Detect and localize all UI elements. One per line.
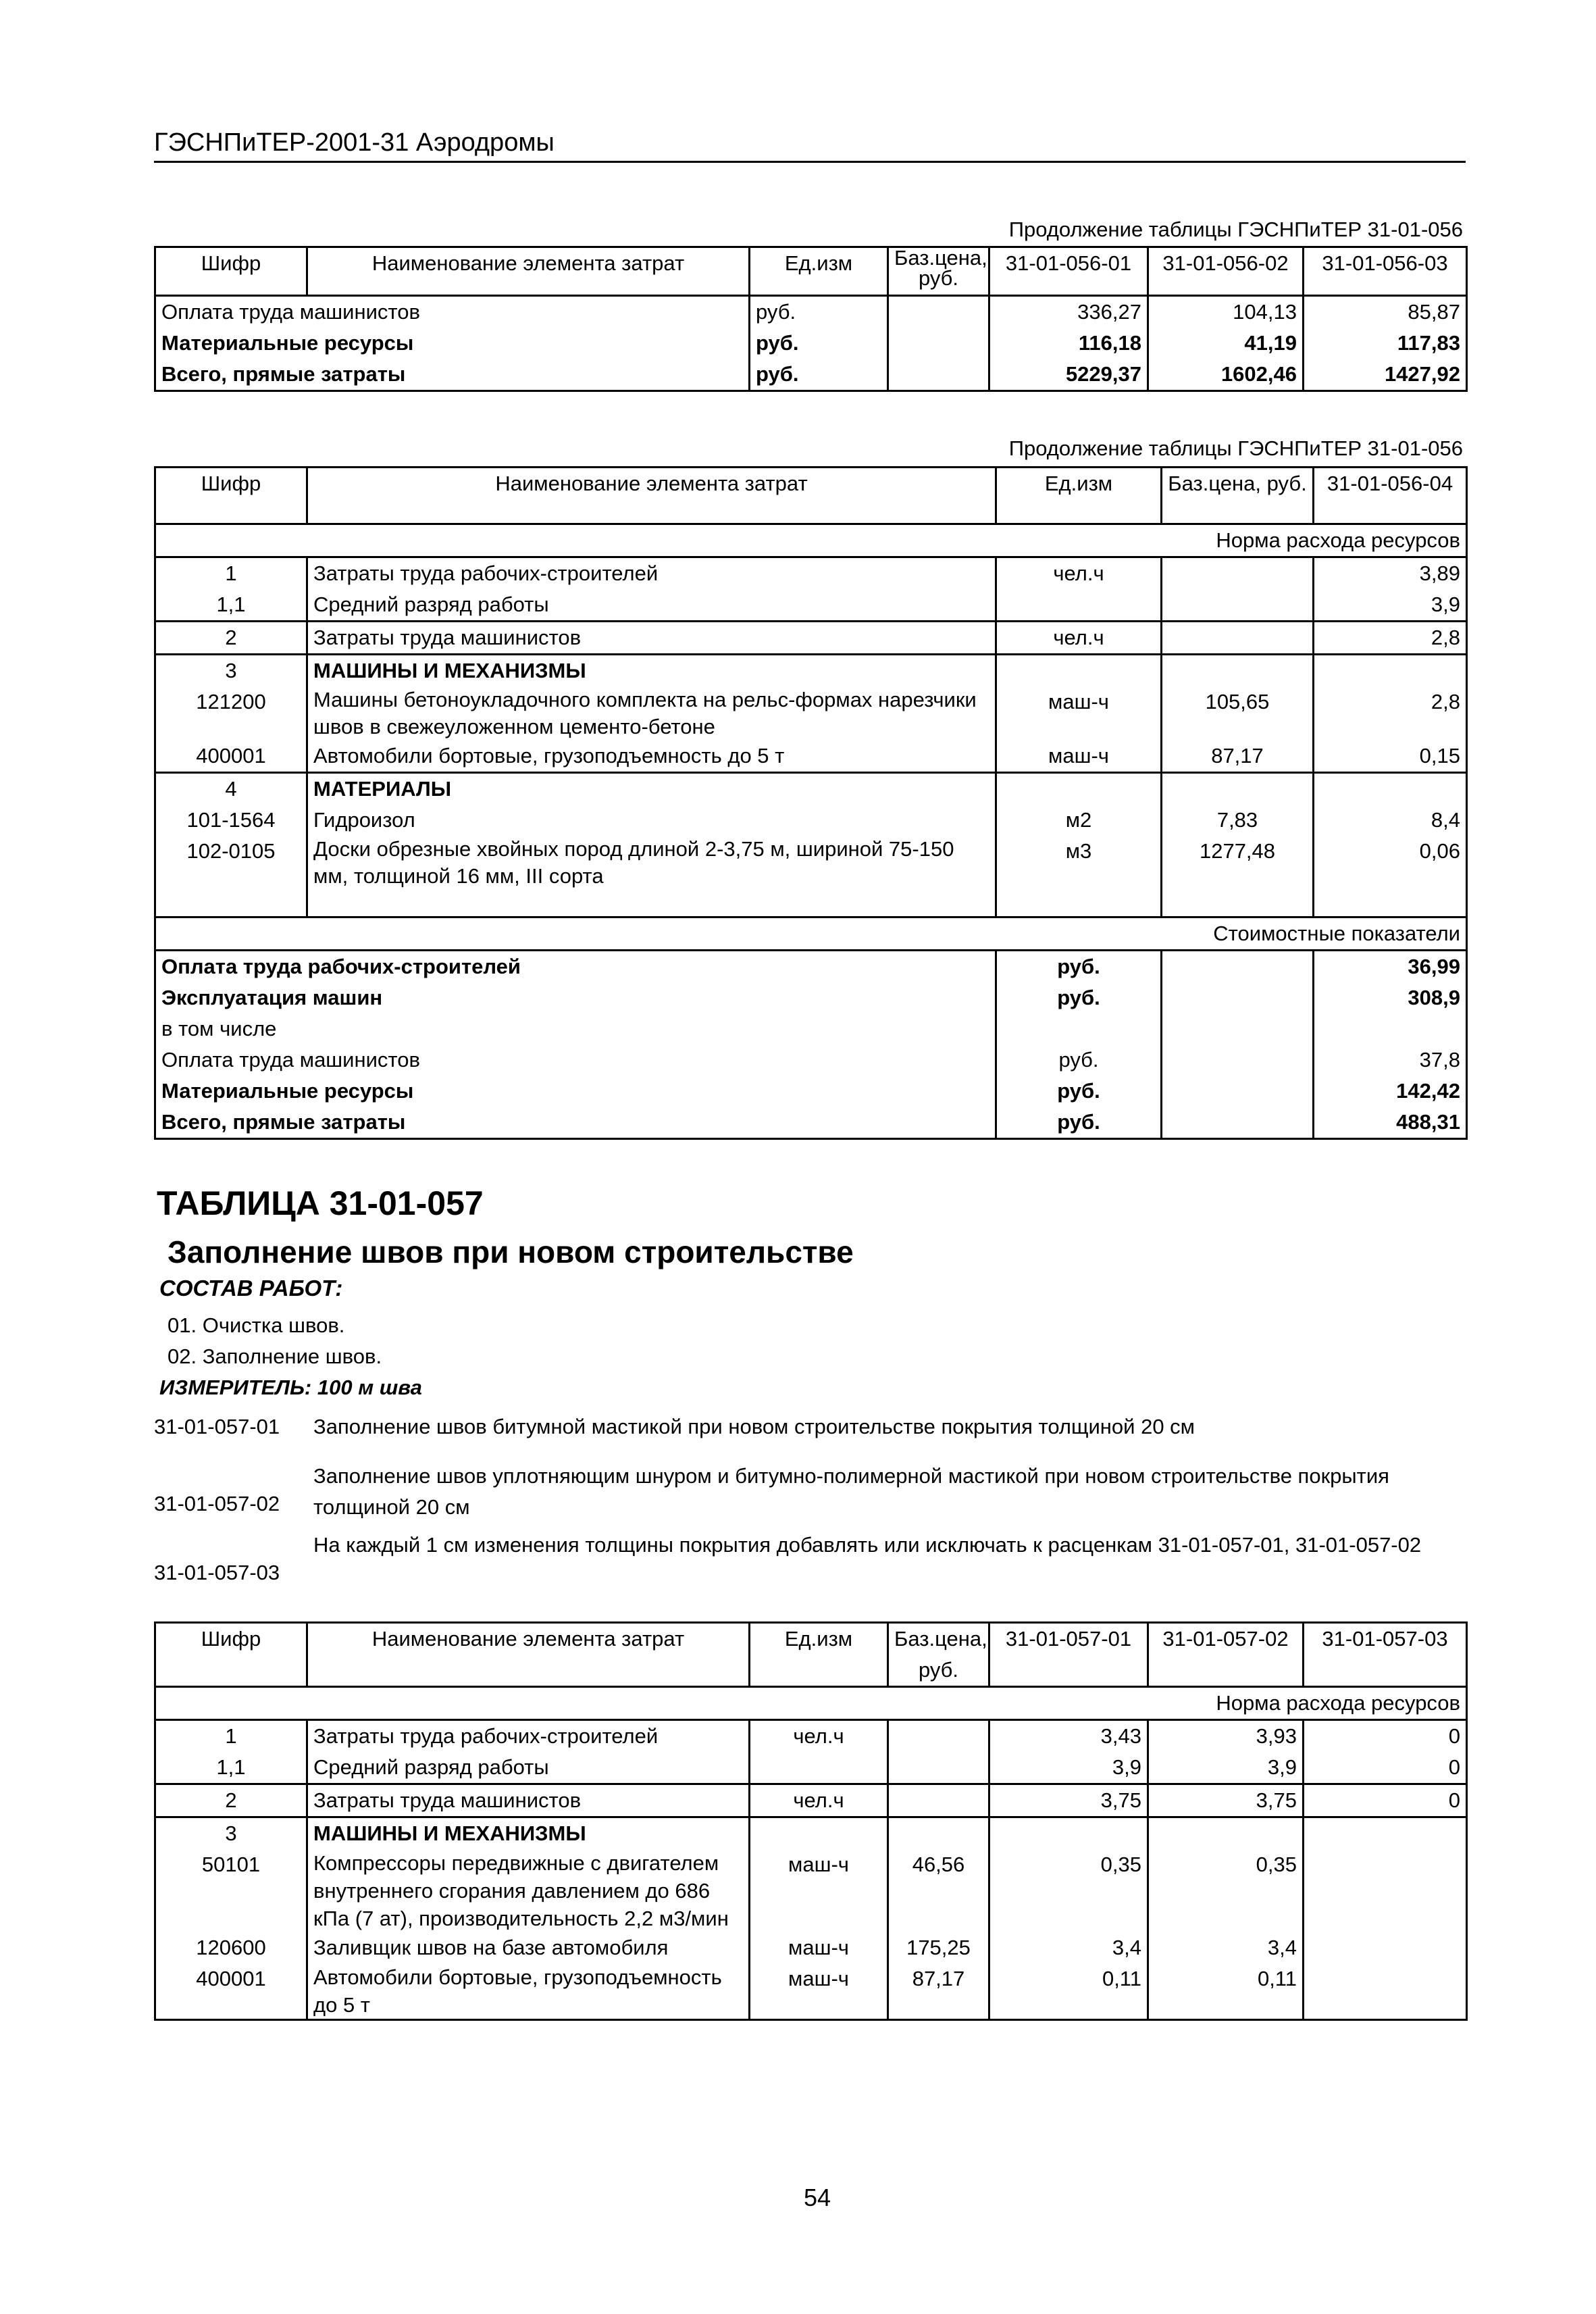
table-cell — [1148, 1817, 1304, 1850]
table-cell — [888, 1784, 989, 1817]
table-cell — [1162, 773, 1314, 805]
table-cell: руб. — [996, 1045, 1162, 1076]
table-row — [155, 773, 1467, 805]
table-row — [155, 1784, 1467, 1817]
table-cell: 2,8 — [1314, 686, 1467, 740]
col-header: Шифр — [155, 247, 307, 296]
table-row — [155, 1720, 1467, 1753]
table-cell: 336,27 — [989, 296, 1148, 328]
table1-continuation: Продолжение таблицы ГЭСНПиТЕР 31-01-056 — [1008, 218, 1463, 241]
table-cell: Материальные ресурсы — [155, 1076, 996, 1107]
table-cell: МАТЕРИАЛЫ — [307, 773, 996, 805]
col-header: 31-01-056-01 — [989, 247, 1148, 296]
table-cell: 308,9 — [1314, 982, 1467, 1013]
table-cell: 87,17 — [1162, 740, 1314, 773]
table-row — [155, 468, 1467, 524]
table-cell: Всего, прямые затраты — [155, 359, 750, 391]
col-header: Ед.изм — [750, 1623, 888, 1687]
table-row — [155, 1932, 1467, 1963]
col-header: Наименование элемента затрат — [307, 247, 750, 296]
table-cell: м3 — [996, 836, 1162, 890]
table-cell: 0 — [1304, 1752, 1467, 1784]
table-cell — [1314, 890, 1467, 917]
table-row — [155, 686, 1467, 740]
table-cell: 400001 — [155, 1963, 307, 2020]
table-cell: Заливщик швов на базе автомобиля — [307, 1932, 750, 1963]
cost-row — [155, 982, 1467, 1013]
table-cell: маш-ч — [996, 686, 1162, 740]
table-cell: 120600 — [155, 1932, 307, 1963]
table-cell — [996, 890, 1162, 917]
table-cell: маш-ч — [996, 740, 1162, 773]
table-cell: Эксплуатация машин — [155, 982, 996, 1013]
table-cell: Затраты труда машинистов — [307, 1784, 750, 1817]
table-cell: 3,9 — [1314, 589, 1467, 622]
col-header: 31-01-057-03 — [1304, 1623, 1467, 1687]
col-header: Шифр — [155, 1623, 307, 1687]
table-cell — [1304, 1963, 1467, 2020]
cost-row — [155, 1013, 1467, 1045]
table-cell: 3,9 — [989, 1752, 1148, 1784]
table-cell: 4 — [155, 773, 307, 805]
table-cell: 3,4 — [1148, 1932, 1304, 1963]
cost-row — [155, 1076, 1467, 1107]
table-cell: м2 — [996, 805, 1162, 836]
table-cell: 41,19 — [1148, 328, 1304, 359]
table-cell: 36,99 — [1314, 950, 1467, 982]
table-cell — [1314, 655, 1467, 687]
table-cell: Гидроизол — [307, 805, 996, 836]
table-cell: 116,18 — [989, 328, 1148, 359]
table-cell: Автомобили бортовые, грузоподъемность до 5 т — [307, 740, 996, 773]
item-text: Заполнение швов уплотняющим шнуром и битумно-полимерной мастикой при новом строительстве покрытия толщиной 20 см — [313, 1464, 1389, 1519]
table-cell: Компрессоры передвижные с двигателем внутреннего сгорания давлением до 686 кПа (7 ат), производительность 2,2 м3/мин — [307, 1849, 750, 1932]
table-cell: 101-1564 — [155, 805, 307, 836]
table-cell: руб. — [750, 296, 888, 328]
table-cell: Оплата труда машинистов — [155, 296, 750, 328]
table-cell: 104,13 — [1148, 296, 1304, 328]
table-cell: Средний разряд работы — [307, 589, 996, 622]
table-cell: маш-ч — [750, 1849, 888, 1932]
table-cell: 117,83 — [1304, 328, 1467, 359]
table-cell: МАШИНЫ И МЕХАНИЗМЫ — [307, 1817, 750, 1850]
table-cell: 0,35 — [1148, 1849, 1304, 1932]
table-cell — [1162, 1076, 1314, 1107]
cost-row — [155, 1045, 1467, 1076]
col-header: Баз.цена, руб. — [888, 1623, 989, 1687]
table-cell — [888, 1720, 989, 1753]
table-cell: 0,15 — [1314, 740, 1467, 773]
table-cell — [996, 589, 1162, 622]
work-item: 01. Очистка швов. — [168, 1313, 345, 1337]
col-header: 31-01-056-04 — [1314, 468, 1467, 524]
table-row — [155, 524, 1467, 557]
header-rule — [154, 161, 1466, 163]
table-cell: 105,65 — [1162, 686, 1314, 740]
table-cell: 50101 — [155, 1849, 307, 1932]
col-header: Наименование элемента затрат — [307, 468, 996, 524]
table1 — [154, 246, 1468, 392]
table2 — [154, 466, 1468, 1140]
table-cell — [888, 359, 989, 391]
table-cell: Доски обрезные хвойных пород длиной 2-3,75 м, шириной 75-150 мм, толщиной 16 мм, III сорта — [307, 836, 996, 890]
table-cell: 488,31 — [1314, 1107, 1467, 1139]
table-cell — [1162, 1045, 1314, 1076]
table-cell: 46,56 — [888, 1849, 989, 1932]
table-cell — [996, 655, 1162, 687]
table-row — [155, 740, 1467, 773]
table-cell: 3,9 — [1148, 1752, 1304, 1784]
table-row — [155, 1817, 1467, 1850]
table-cell — [1162, 1013, 1314, 1045]
table-cell: Оплата труда рабочих-строителей — [155, 950, 996, 982]
table-cell — [996, 773, 1162, 805]
norm-label: Норма расхода ресурсов — [155, 1687, 1467, 1720]
table-cell: чел.ч — [996, 622, 1162, 655]
table-row — [155, 655, 1467, 687]
table-cell: Материальные ресурсы — [155, 328, 750, 359]
table-cell: Средний разряд работы — [307, 1752, 750, 1784]
table-cell: 0,11 — [1148, 1963, 1304, 2020]
table-cell: 2 — [155, 622, 307, 655]
item-code: 31-01-057-03 — [154, 1561, 280, 1584]
table-cell: 175,25 — [888, 1932, 989, 1963]
table-cell: 1,1 — [155, 589, 307, 622]
table-cell — [989, 1817, 1148, 1850]
table-cell: чел.ч — [750, 1784, 888, 1817]
table3 — [154, 1621, 1468, 2021]
table-cell: 0,06 — [1314, 836, 1467, 890]
table-row — [155, 359, 1467, 391]
table-heading: ТАБЛИЦА 31-01-057 — [157, 1184, 484, 1222]
table-cell: чел.ч — [750, 1720, 888, 1753]
table-row — [155, 1752, 1467, 1784]
table-cell: 3 — [155, 655, 307, 687]
table-cell — [1162, 622, 1314, 655]
work-composition-label: СОСТАВ РАБОТ: — [159, 1276, 343, 1301]
table-cell — [1162, 1107, 1314, 1139]
table-cell: руб. — [996, 950, 1162, 982]
table-row — [155, 296, 1467, 328]
table-row — [155, 1623, 1467, 1687]
table-cell: Всего, прямые затраты — [155, 1107, 996, 1139]
table-cell: 0,35 — [989, 1849, 1148, 1932]
table-cell: маш-ч — [750, 1963, 888, 2020]
table-row — [155, 890, 1467, 917]
cost-label: Стоимостные показатели — [155, 917, 1467, 950]
table-cell: 37,8 — [1314, 1045, 1467, 1076]
table-cell: 0,11 — [989, 1963, 1148, 2020]
table-cell: руб. — [750, 328, 888, 359]
item-text: Заполнение швов битумной мастикой при новом строительстве покрытия толщиной 20 см — [313, 1415, 1195, 1438]
table-cell: 3,93 — [1148, 1720, 1304, 1753]
table-cell — [888, 296, 989, 328]
table-cell: 2 — [155, 1784, 307, 1817]
table-cell: Затраты труда рабочих-строителей — [307, 557, 996, 590]
table-cell: чел.ч — [996, 557, 1162, 590]
table-cell: маш-ч — [750, 1932, 888, 1963]
table-cell: 102-0105 — [155, 836, 307, 890]
table-row — [155, 328, 1467, 359]
table-cell: 1277,48 — [1162, 836, 1314, 890]
table-cell: Оплата труда машинистов — [155, 1045, 996, 1076]
table-cell: 0 — [1304, 1720, 1467, 1753]
table-cell — [1162, 950, 1314, 982]
table-cell: руб. — [996, 1107, 1162, 1139]
item-code: 31-01-057-02 — [154, 1492, 280, 1515]
col-header: 31-01-056-02 — [1148, 247, 1304, 296]
table-cell: 2,8 — [1314, 622, 1467, 655]
table-cell: 3 — [155, 1817, 307, 1850]
col-header: Ед.изм — [996, 468, 1162, 524]
table-cell: в том числе — [155, 1013, 996, 1045]
table-cell — [1162, 655, 1314, 687]
table-cell: 87,17 — [888, 1963, 989, 2020]
table-cell — [1162, 982, 1314, 1013]
item-text: На каждый 1 см изменения толщины покрытия добавлять или исключать к расценкам 31-01-057-01, 31-01-057-02 — [313, 1533, 1422, 1557]
cost-row — [155, 1107, 1467, 1139]
table-row — [155, 1963, 1467, 2020]
table-cell — [1314, 1013, 1467, 1045]
table-cell — [1304, 1817, 1467, 1850]
work-item: 02. Заполнение швов. — [168, 1344, 382, 1368]
table-cell: Автомобили бортовые, грузоподъемность до 5 т — [307, 1963, 750, 2020]
col-header: 31-01-056-03 — [1304, 247, 1467, 296]
running-header: ГЭСНПиТЕР-2001-31 Аэродромы — [154, 128, 555, 157]
table-cell: 1602,46 — [1148, 359, 1304, 391]
table-cell: 1427,92 — [1304, 359, 1467, 391]
table-cell: 142,42 — [1314, 1076, 1467, 1107]
table-cell: 3,43 — [989, 1720, 1148, 1753]
table-row — [155, 805, 1467, 836]
table-cell — [750, 1817, 888, 1850]
table-cell — [1304, 1849, 1467, 1932]
col-header: Баз.цена, руб. — [888, 247, 989, 296]
table-cell: 1,1 — [155, 1752, 307, 1784]
table-cell — [996, 1013, 1162, 1045]
table-cell: 1 — [155, 557, 307, 590]
table-row — [155, 836, 1467, 890]
table-cell: 5229,37 — [989, 359, 1148, 391]
table2-continuation: Продолжение таблицы ГЭСНПиТЕР 31-01-056 — [1008, 436, 1463, 460]
table-cell — [1304, 1932, 1467, 1963]
table-cell — [888, 1752, 989, 1784]
table-cell: 3,75 — [989, 1784, 1148, 1817]
cost-row — [155, 950, 1467, 982]
col-header: 31-01-057-02 — [1148, 1623, 1304, 1687]
table-cell — [1162, 890, 1314, 917]
table-cell — [307, 890, 996, 917]
table-cell — [750, 1752, 888, 1784]
col-header: Шифр — [155, 468, 307, 524]
table-cell: 0 — [1304, 1784, 1467, 1817]
table-row — [155, 247, 1467, 296]
col-header: Ед.изм — [750, 247, 888, 296]
col-header: 31-01-057-01 — [989, 1623, 1148, 1687]
col-header: Баз.цена, руб. — [1162, 468, 1314, 524]
table-row — [155, 622, 1467, 655]
table-row — [155, 557, 1467, 590]
table-cell — [155, 890, 307, 917]
table-cell: 85,87 — [1304, 296, 1467, 328]
table-cell: Затраты труда рабочих-строителей — [307, 1720, 750, 1753]
table-row — [155, 589, 1467, 622]
table-cell: 121200 — [155, 686, 307, 740]
table-row — [155, 917, 1467, 950]
table-cell: МАШИНЫ И МЕХАНИЗМЫ — [307, 655, 996, 687]
table-cell — [1314, 773, 1467, 805]
table-cell: 3,75 — [1148, 1784, 1304, 1817]
measure-label: ИЗМЕРИТЕЛЬ: 100 м шва — [159, 1376, 422, 1399]
section-title: Заполнение швов при новом строительстве — [168, 1234, 854, 1269]
table-cell — [888, 1817, 989, 1850]
table-row — [155, 1849, 1467, 1932]
page-number: 54 — [803, 2184, 831, 2211]
table-cell — [1162, 589, 1314, 622]
table-cell: Машины бетоноукладочного комплекта на рельс-формах нарезчики швов в свежеуложенном цементо-бетоне — [307, 686, 996, 740]
table-cell: 3,4 — [989, 1932, 1148, 1963]
table-row — [155, 1687, 1467, 1720]
table-cell: 400001 — [155, 740, 307, 773]
table-cell: 3,89 — [1314, 557, 1467, 590]
table-cell: 7,83 — [1162, 805, 1314, 836]
table-cell: руб. — [996, 1076, 1162, 1107]
norm-label: Норма расхода ресурсов — [155, 524, 1467, 557]
col-header: Наименование элемента затрат — [307, 1623, 750, 1687]
table-cell: Затраты труда машинистов — [307, 622, 996, 655]
table-cell: руб. — [750, 359, 888, 391]
table-cell — [888, 328, 989, 359]
table-cell — [1162, 557, 1314, 590]
table-cell: 8,4 — [1314, 805, 1467, 836]
item-code: 31-01-057-01 — [154, 1415, 280, 1438]
table-cell: 1 — [155, 1720, 307, 1753]
table-cell: руб. — [996, 982, 1162, 1013]
